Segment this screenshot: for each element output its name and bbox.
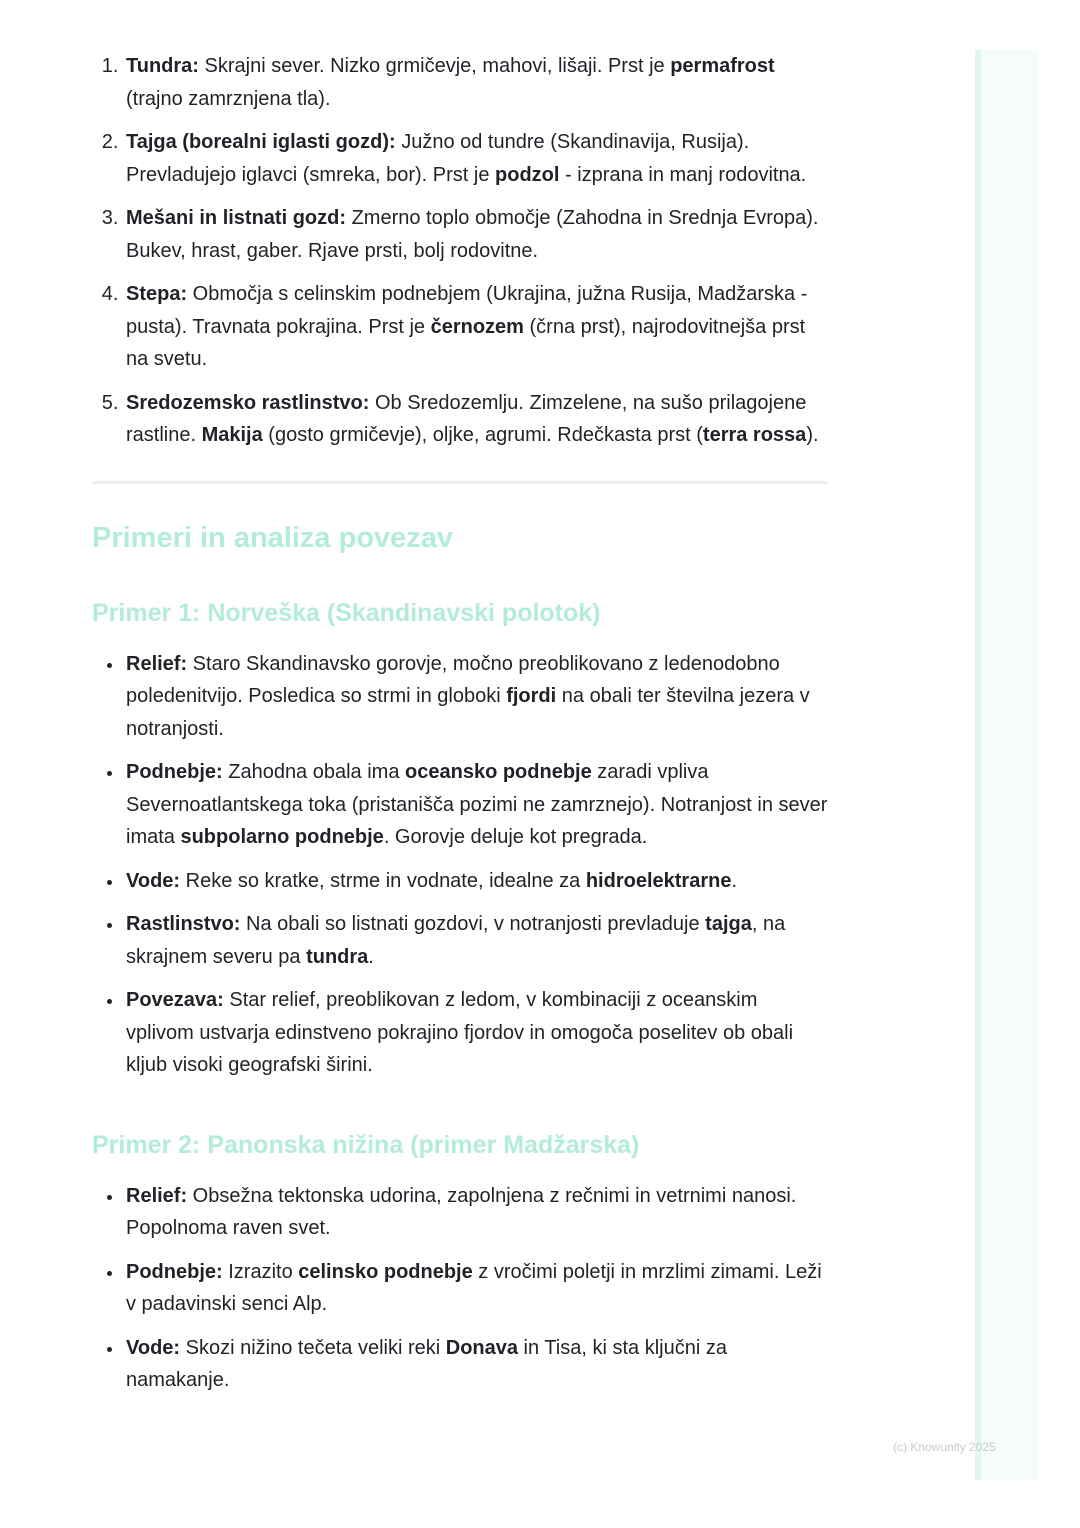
item-text: Izrazito — [222, 1260, 299, 1283]
zone-item — [124, 202, 830, 267]
item-term: Povezava: — [126, 989, 224, 1011]
item-term: Podnebje: — [126, 761, 223, 783]
bold-keyword: celinsko podnebje — [298, 1260, 473, 1283]
zone-item — [124, 278, 830, 376]
section-title: Primeri in analiza povezav — [92, 521, 454, 554]
item-text: Obsežna tektonska udorina, zapolnjena z rečnimi in vetrnimi nanosi. Popolnoma raven svet. — [126, 1184, 797, 1239]
copyright-footer: (c) Knowunity 2025 — [893, 1440, 996, 1454]
right-sidebar-strip — [975, 50, 1038, 1480]
bold-keyword: tundra — [306, 945, 369, 968]
item-text: Južno od tundre (Skandinavija, Rusija). Prevladujejo iglavci (smreka, bor). Prst je — [126, 131, 750, 186]
item-text: Star relief, preoblikovan z ledom, v kombinaciji z oceanskim vplivom ustvarja edinstveno pokrajino fjordov in omogoča poselitev ob obali kljub visoki geografski širini. — [126, 989, 794, 1076]
item-term: Tajga (borealni iglasti gozd): — [126, 131, 396, 153]
bold-keyword: tajga — [705, 913, 752, 935]
item-term: Stepa: — [126, 283, 188, 305]
item-text: . Gorovje deluje kot pregrada. — [383, 826, 648, 848]
item-text: Območja s celinskim podnebjem (Ukrajina, južna Rusija, Madžarska - pusta). Travnata pokrajina. Prst je — [126, 283, 808, 338]
bold-keyword: hidroelektrarne — [585, 869, 732, 892]
item-term: Vode: — [126, 869, 181, 892]
item-text: Zmerno toplo območje (Zahodna in Srednja Evropa). Bukev, hrast, gaber. Rjave prsti, bolj rodovitne. — [126, 207, 819, 262]
example-item — [124, 1332, 830, 1397]
item-term: Tundra: — [126, 55, 199, 77]
item-text: z vročimi poletji in mrzlimi zimami. Leži v padavinski senci Alp. — [126, 1260, 822, 1315]
example-item — [124, 756, 830, 854]
example-item — [124, 648, 830, 746]
bold-keyword: oceansko podnebje — [405, 761, 592, 783]
bold-keyword: fjordi — [506, 685, 557, 707]
zone-item — [124, 126, 830, 191]
bold-keyword: subpolarno podnebje — [180, 826, 384, 848]
example-2-title: Primer 2: Panonska nižina (primer Madžarska) — [92, 1130, 640, 1159]
item-term: Sredozemsko rastlinstvo: — [126, 391, 370, 414]
example-1-title: Primer 1: Norveška (Skandinavski polotok) — [92, 598, 601, 627]
item-text: in Tisa, ki sta ključni za namakanje. — [126, 1336, 727, 1391]
example-2-list — [92, 1180, 830, 1397]
item-text: Ob Sredozemlju. Zimzelene, na sušo prilagojene rastline. — [126, 391, 807, 446]
bold-keyword: permafrost — [670, 55, 775, 77]
section-divider — [92, 481, 828, 484]
example-item — [124, 908, 830, 973]
item-text: ). — [806, 424, 819, 446]
vegetation-zones-list — [92, 50, 830, 452]
item-term: Rastlinstvo: — [126, 913, 241, 935]
item-text: zaradi vpliva Severnoatlantskega toka (pristanišča pozimi ne zamrznejo). Notranjost in sever imata — [126, 761, 828, 848]
item-text: - izprana in manj rodovitna. — [559, 163, 807, 186]
bold-keyword: Donava — [445, 1336, 518, 1359]
example-item — [124, 1256, 830, 1321]
bold-keyword: podzol — [495, 163, 560, 186]
item-text: . — [368, 945, 374, 968]
item-term: Podnebje: — [126, 1260, 223, 1283]
example-item — [124, 1180, 830, 1245]
item-text: Skrajni sever. Nizko grmičevje, mahovi, lišaji. Prst je — [198, 55, 671, 77]
item-text: Staro Skandinavsko gorovje, močno preoblikovano z ledenodobno poledenitvijo. Posledica so strmi in globoki — [126, 652, 780, 707]
item-text: Zahodna obala ima — [222, 761, 406, 783]
item-text: . — [731, 869, 738, 892]
item-term: Vode: — [126, 1336, 181, 1359]
item-term: Mešani in listnati gozd: — [126, 207, 347, 229]
item-text: (gosto grmičevje), oljke, agrumi. Rdečkasta prst ( — [262, 424, 703, 446]
example-1-list — [92, 648, 830, 1082]
item-term: Relief: — [126, 1184, 188, 1207]
item-text: Reke so kratke, strme in vodnate, idealne za — [180, 869, 586, 892]
item-text: na obali ter številna jezera v notranjosti. — [126, 685, 810, 740]
bold-keyword: černozem — [430, 315, 524, 338]
item-text: Skozi nižino tečeta veliki reki — [180, 1336, 446, 1359]
zone-item — [124, 50, 830, 115]
item-text: (trajno zamrznjena tla). — [126, 87, 331, 110]
item-text: , na skrajnem severu pa — [126, 913, 786, 968]
item-text: (črna prst), najrodovitnejša prst na svetu. — [126, 315, 806, 370]
zone-item — [124, 387, 830, 452]
bold-keyword: Makija — [201, 424, 263, 446]
example-item — [124, 865, 830, 898]
example-item — [124, 984, 830, 1082]
document-content — [92, 50, 830, 1408]
item-text: Na obali so listnati gozdovi, v notranjosti prevladuje — [240, 913, 706, 935]
item-term: Relief: — [126, 652, 188, 675]
bold-keyword: terra rossa — [702, 424, 807, 446]
